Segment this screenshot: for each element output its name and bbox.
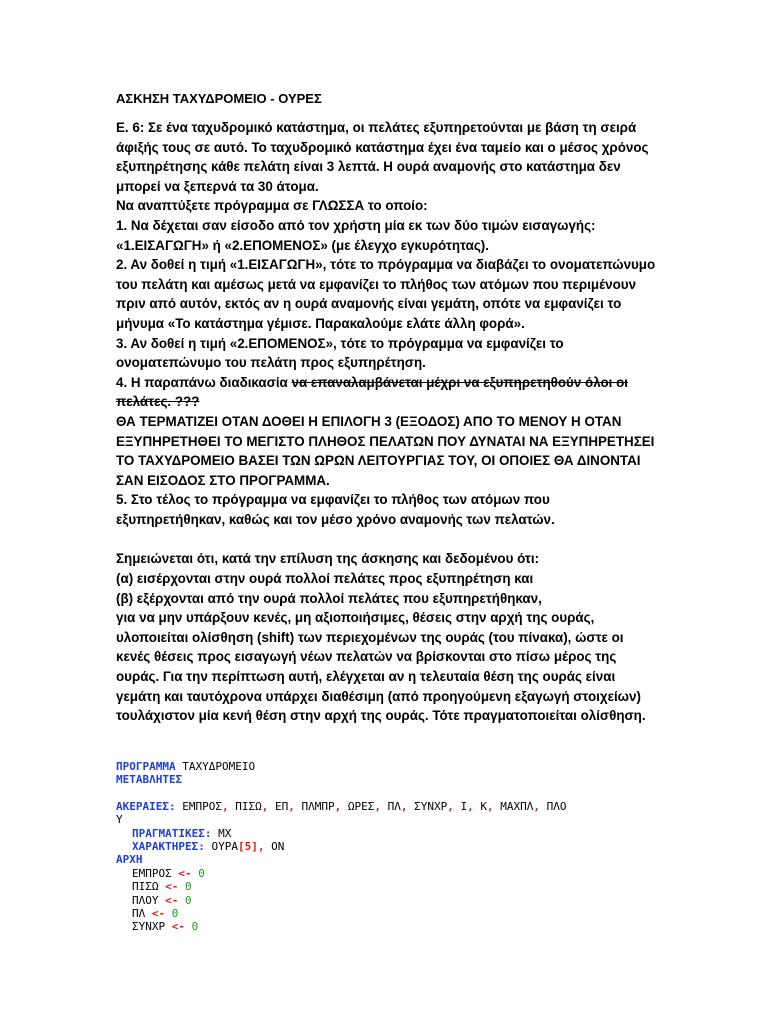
note-a: (α) εισέρχονται στην ουρά πολλοί πελάτες προς εξυπηρέτηση και: [116, 571, 534, 587]
assign-operator: <-: [165, 893, 179, 907]
comma-separator: ,: [374, 799, 381, 813]
assignment-var: ΠΙΣΩ: [132, 880, 166, 894]
integer-var: Κ: [473, 799, 487, 813]
note-b: (β) εξέρχονται από την ουρά πολλοί πελάτες που εξυπηρετήθηκαν,: [116, 590, 542, 606]
paragraph-gap: [116, 529, 656, 549]
code-line-integers-wrap: [116, 813, 656, 826]
comma-separator: ,: [334, 799, 342, 813]
integer-var: ΕΜΠΡΟΣ: [175, 799, 222, 813]
code-listing: [116, 760, 656, 934]
note-shift: για να μην υπάρξουν κενές, μη αξιοποιήσιμες, θέσεις στην αρχή της ουράς, υλοποιείται ολίσθηση (shift) των περιεχομένων της ουράς (του πίνακα), ώστε οι κενές θέσεις προς εισαγωγή νέων πελατών να βρίσκονται στο πίσω μέρος της ουράς. Για την περίπτωση αυτή, ελέγχεται αν η τελευταία θέση της ουράς είναι γεμάτη και ταυτόχρονα υπάρχει διαθέσιμη (από προηγούμενη εξαγωγή στοιχείων) τουλάχιστον μία κενή θέση στην αρχή της ουράς. Τότε πραγματοποιείται ολίσθηση.: [116, 610, 646, 724]
document-title: ΑΣΚΗΣΗ ΤΑΧΥΔΡΟΜΕΙΟ - ΟΥΡΕΣ: [116, 91, 322, 106]
variables-keyword: ΜΕΤΑΒΛΗΤΕΣ: [116, 773, 183, 787]
assignment-line: [116, 867, 656, 880]
real-vars: ΜΧ: [211, 826, 232, 840]
task-item-5: 5. Στο τέλος το πρόγραμμα να εμφανίζει το πλήθος των ατόμων που εξυπηρετήθηκαν, καθώς και τον μέσο χρόνο αναμονής των πελατών.: [116, 492, 555, 527]
integer-var: ΠΙΣΩ: [228, 799, 262, 813]
comma-separator: ,: [221, 799, 229, 813]
assign-operator: <-: [171, 920, 185, 934]
assign-operator: <-: [178, 866, 192, 880]
integer-var: ΠΛΟ: [539, 799, 567, 813]
intro-paragraph: Ε. 6: Σε ένα ταχυδρομικό κατάστημα, οι πελάτες εξυπηρετούνται με βάση τη σειρά άφιξής τους σε αυτό. Το ταχυδρομικό κατάστημα έχει ένα ταμείο και ο μέσος χρόνος εξυπηρέτησης κάθε πελάτη είναι 3 λεπτά. Η ουρά αναμονής στο κατάστημα δεν μπορεί να ξεπερνά τα 30 άτομα.: [116, 120, 649, 194]
code-line-program: [116, 760, 656, 773]
code-line-reals: [116, 827, 656, 840]
begin-keyword: ΑΡΧΗ: [116, 853, 143, 867]
struck-text: να επαναλαμβάνεται μέχρι να εξυπηρετηθούν όλοι οι πελάτες. ???: [116, 374, 629, 410]
code-line-begin: [116, 853, 656, 866]
comma-separator: ,: [400, 799, 408, 813]
note-intro: Σημειώνεται ότι, κατά την επίλυση της άσκησης και δεδομένου ότι:: [116, 551, 540, 567]
comma-separator: ,: [447, 799, 454, 813]
task-item-1: 1. Να δέχεται σαν είσοδο από τον χρήστη μία εκ των δύο τιμών εισαγωγής: «1.ΕΙΣΑΓΩΓΗ» ή «2.ΕΠΟΜΕΝΟΣ» (με έλεγχο εγκυρότητας).: [116, 217, 596, 253]
exercise-text: [116, 118, 656, 726]
assignment-line: [116, 894, 656, 907]
integers-keyword: ΑΚΕΡΑΙΕΣ:: [116, 799, 176, 813]
integer-var: ΠΛΜΠΡ: [294, 799, 335, 813]
task-heading: Να αναπτύξετε πρόγραμμα σε ΓΛΩΣΣΑ το οποίο:: [116, 198, 428, 214]
comma-separator: ,: [467, 799, 474, 813]
integer-var: Ι: [453, 799, 468, 813]
code-line-integers: [116, 800, 656, 813]
comma-separator: ,: [486, 799, 494, 813]
comma-separator: ,: [288, 799, 295, 813]
uppercase-note: ΘΑ ΤΕΡΜΑΤΙΖΕΙ ΟΤΑΝ ΔΟΘΕΙ Η ΕΠΙΛΟΓΗ 3 (ΕΞΟΔΟΣ) ΑΠΟ ΤΟ ΜΕΝΟΥ Η ΟΤΑΝ ΕΞΥΠΗΡΕΤΗΘΕΙ ΤΟ ΜΕΓΙΣΤΟ ΠΛΗΘΟΣ ΠΕΛΑΤΩΝ ΠΟΥ ΔΥΝΑΤΑΙ ΝΑ ΕΞΥΠΗΡΕΤΗΣΕΙ ΤΟ ΤΑΧΥΔΡΟΜΕΙΟ ΒΑΣΕΙ ΤΩΝ ΩΡΩΝ ΛΕΙΤΟΥΡΓΙΑΣ ΤΟΥ, ΟΙ ΟΠΟΙΕΣ ΘΑ ΔΙΝΟΝΤΑΙ ΣΑΝ ΕΙΣΟΔΟΣ ΣΤΟ ΠΡΟΓΡΑΜΜΑ.: [116, 413, 655, 488]
assignment-value: 0: [185, 920, 199, 934]
task-item-2: 2. Αν δοθεί η τιμή «1.ΕΙΣΑΓΩΓΗ», τότε το πρόγραμμα να διαβάζει το ονοματεπώνυμο του πελάτη και αμέσως μετά να εμφανίζει το πλήθος των ατόμων που περιμένουν πριν από αυτόν, εκτός αν η ουρά αναμονής είναι γεμάτη, οπότε να εμφανίζει το μήνυμα «Το κατάστημα γέμισε. Παρακαλούμε ελάτε άλλη φορά».: [116, 257, 656, 331]
assignment-var: ΠΛΟΥ: [132, 893, 166, 907]
code-line-chars: [116, 840, 656, 853]
program-name: ΤΑΧΥΔΡΟΜΕΙΟ: [175, 760, 256, 773]
assign-operator: <-: [165, 880, 179, 894]
task-item-4: [116, 373, 656, 412]
assignment-block: [116, 867, 656, 934]
assignment-line: [116, 920, 656, 933]
assignment-line: [116, 907, 656, 920]
array-size: 5: [244, 840, 252, 854]
task-item-4-prefix: 4. Η παραπάνω διαδικασία: [116, 374, 292, 390]
assign-operator: <-: [151, 907, 166, 921]
code-line-variables: [116, 773, 656, 786]
assignment-var: ΠΛ: [132, 907, 152, 921]
integer-var: ΩΡΕΣ: [341, 799, 375, 813]
assignment-var: ΕΜΠΡΟΣ: [132, 866, 179, 880]
chars-keyword: ΧΑΡΑΚΤΗΡΕΣ:: [132, 840, 205, 854]
integer-var: ΜΑΧΠΛ: [493, 799, 534, 813]
assignment-value: 0: [191, 866, 205, 880]
integer-var: ΣΥΝΧΡ: [407, 799, 448, 813]
assignment-value: 0: [178, 893, 192, 907]
program-keyword: ΠΡΟΓΡΑΜΜΑ: [116, 760, 176, 773]
task-item-3: 3. Αν δοθεί η τιμή «2.ΕΠΟΜΕΝΟΣ», τότε το πρόγραμμα να εμφανίζει το ονοματεπώνυμο του πελάτη προς εξυπηρέτηση.: [116, 335, 564, 371]
chars-rest: ΟΝ: [264, 840, 285, 854]
assignment-value: 0: [165, 907, 179, 921]
assignment-value: 0: [178, 880, 192, 894]
integer-var: ΠΛ: [380, 799, 401, 813]
comma-separator: ,: [533, 799, 540, 813]
code-blank-line: [116, 787, 656, 800]
integers-wrap: Υ: [116, 813, 123, 827]
bracket-close: ],: [251, 840, 265, 854]
assignment-var: ΣΥΝΧΡ: [132, 920, 172, 934]
assignment-line: [116, 880, 656, 893]
integer-var: ΕΠ: [268, 799, 289, 813]
comma-separator: ,: [261, 799, 269, 813]
chars-array: ΟΥΡΑ: [204, 840, 238, 854]
bracket-open: [: [237, 840, 245, 854]
reals-keyword: ΠΡΑΓΜΑΤΙΚΕΣ:: [132, 826, 212, 840]
